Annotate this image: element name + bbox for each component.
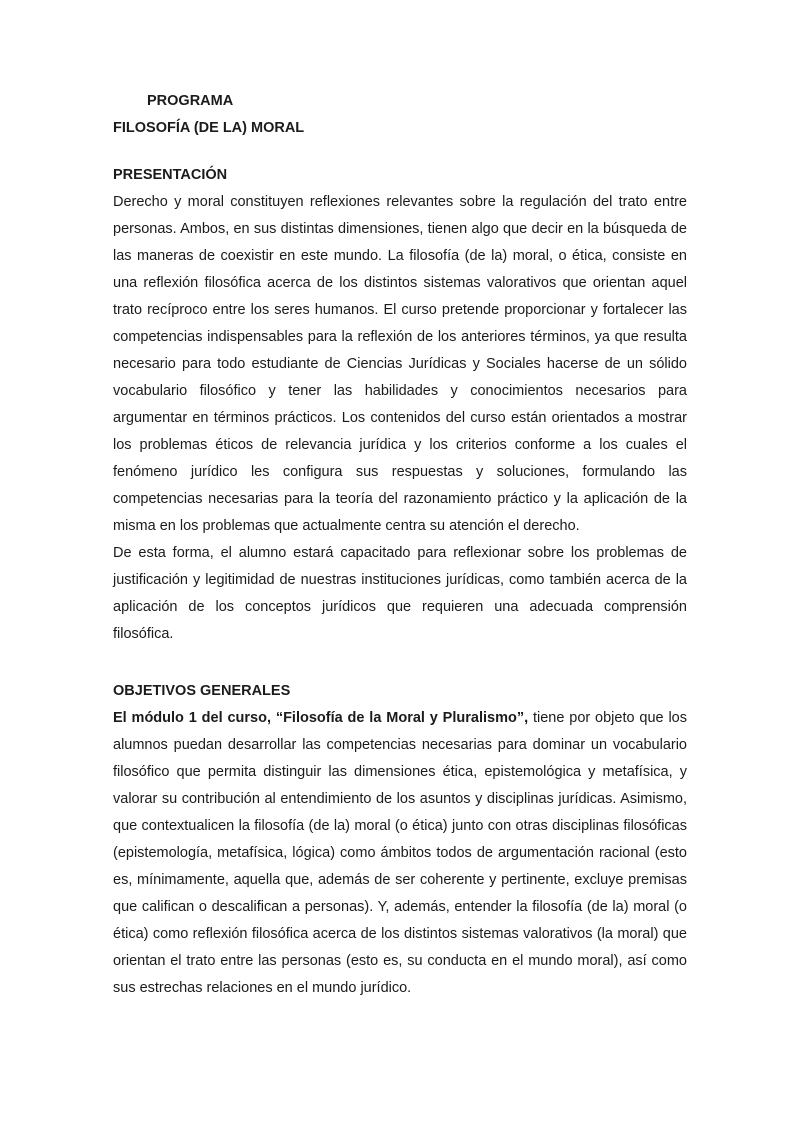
paragraph-presentacion-1: Derecho y moral constituyen reflexiones relevantes sobre la regulación del trato entre personas. Ambos, en sus distintas dimensiones, tienen algo que decir en la búsqueda de las maneras de coexistir en este mundo. La filosofía (de la) moral, o ética, consiste en una reflexión filosófica acerca de los distintos sistemas valorativos que orientan aquel trato recíproco entre los seres humanos. El curso pretende proporcionar y fortalecer las competencias indispensables para la reflexión de los anteriores términos, ya que resulta necesario para todo estudiante de Ciencias Jurídicas y Sociales hacerse de un sólido vocabulario filosófico y tener las habilidades y conocimientos necesarios para argumentar en términos prácticos. Los contenidos del curso están orientados a mostrar los problemas éticos de relevancia jurídica y los criterios conforme a los cuales el fenómeno jurídico les configura sus respuestas y soluciones, formulando las competencias necesarias para la teoría del razonamiento práctico y la aplicación de la misma en los problemas que actualmente centra su atención el derecho. [113,194,687,534]
objetivos-paragraph-rest: tiene por objeto que los alumnos puedan desarrollar las competencias necesarias para dominar un vocabulario filosófico que permita distinguir las dimensiones ética, epistemológica y metafísica, y valorar su contribución al entendimiento de los asuntos y disciplinas jurídicas. Asimismo, que contextualicen la filosofía (de la) moral (o ética) junto con otras disciplinas filosóficas (epistemología, metafísica, lógica) como ámbitos todos de argumentación racional (esto es, mínimamente, aquella que, además de ser coherente y pertinente, excluye premisas que califican o descalifican a personas). Y, además, entender la filosofía (de la) moral (o ética) como reflexión filosófica acerca de los distintos sistemas valorativos (la moral) que orientan el trato entre las personas (esto es, su conducta en el mundo moral), así como sus estrechas relaciones en el mundo jurídico. [113,710,687,996]
section-heading-presentacion: PRESENTACIÓN [113,167,228,183]
section-heading-objetivos: OBJETIVOS GENERALES [113,683,291,699]
objetivos-paragraph-bold-lead: El módulo 1 del curso, “Filosofía de la Moral y Pluralismo”, [113,710,529,726]
paragraph-presentacion-2: De esta forma, el alumno estará capacitado para reflexionar sobre los problemas de justificación y legitimidad de nuestras instituciones jurídicas, como también acerca de la aplicación de los conceptos jurídicos que requieren una adecuada comprensión filosófica. [113,545,687,642]
program-label: PROGRAMA [147,93,234,109]
paragraph-objetivos-1 [113,705,687,1002]
course-title: FILOSOFÍA (DE LA) MORAL [113,120,305,136]
